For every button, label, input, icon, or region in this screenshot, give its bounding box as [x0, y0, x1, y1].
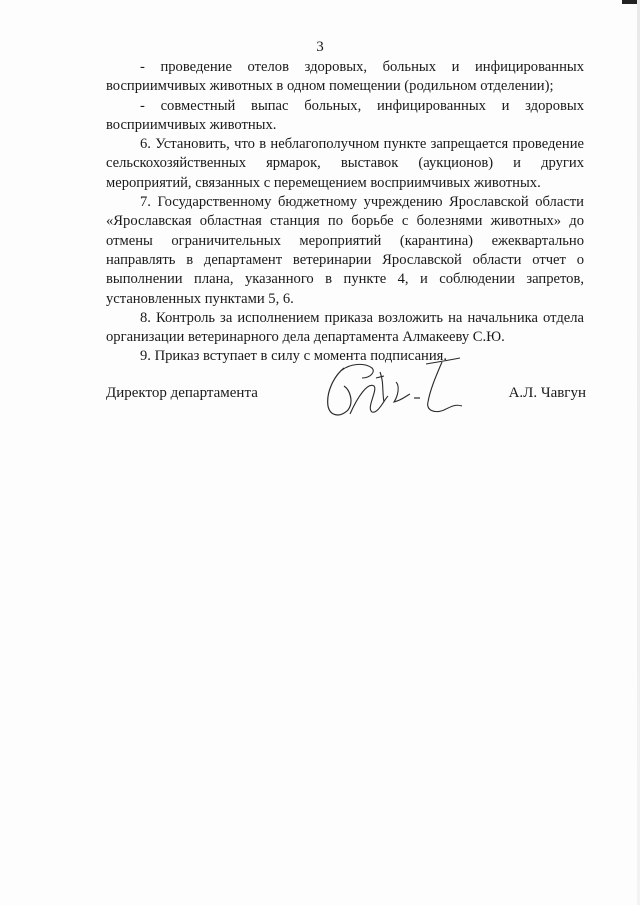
list-item-calving: - проведение отелов здоровых, больных и инфицированных восприимчивых животных в одном помещении (родильном отделении);	[106, 59, 584, 95]
document-body	[106, 58, 584, 367]
page-number: 3	[316, 39, 324, 55]
clause-6: 6. Установить, что в неблагополучном пункте запрещается проведение сельскохозяйственных ярмарок, выставок (аукционов) и других мероприятий, связанных с перемещением восприимчивых животных.	[106, 136, 584, 191]
clause-7: 7. Государственному бюджетному учреждению Ярославской области «Ярославская областная станция по борьбе с болезнями животных» до отмены ограничительных мероприятий (карантина) ежеквартально направлять в департамент ветеринарии Ярославской области отчет о выполнении плана, указанного в пункте 4, и соблюдении запретов, установленных пунктами 5, 6.	[106, 194, 584, 307]
signatory-title: Директор департамента	[106, 385, 258, 401]
signature-block	[106, 356, 586, 428]
clause-8: 8. Контроль за исполнением приказа возложить на начальника отдела организации ветеринарного дела департамента Алмакееву С.Ю.	[106, 309, 584, 346]
signatory-name: А.Л. Чавгун	[508, 385, 586, 401]
list-item-grazing: - совместный выпас больных, инфицированных и здоровых восприимчивых животных.	[106, 97, 584, 133]
clause-9: 9. Приказ вступает в силу с момента подписания.	[140, 348, 448, 365]
handwritten-signature	[314, 356, 464, 426]
